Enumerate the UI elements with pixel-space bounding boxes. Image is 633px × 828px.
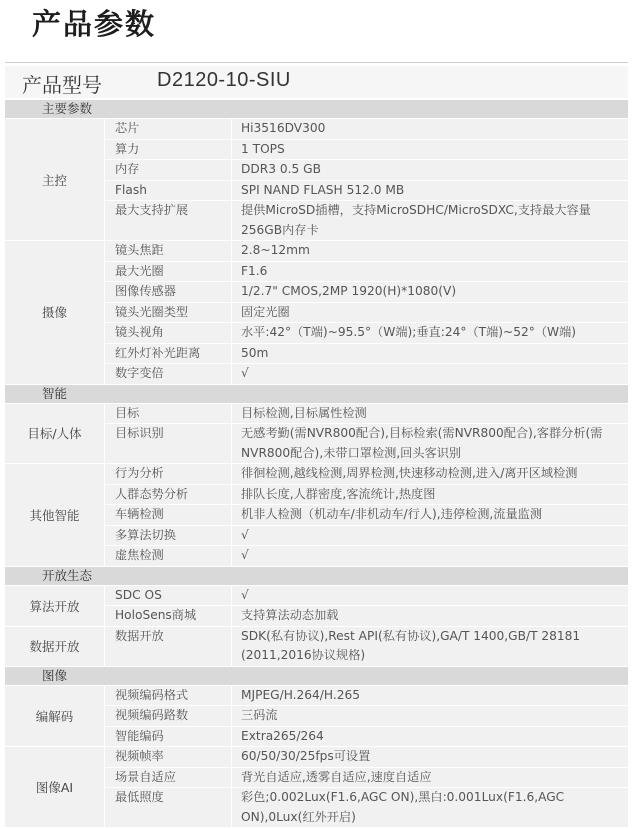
param-name: 行为分析 — [105, 464, 232, 484]
param-name: Flash — [105, 181, 232, 201]
spec-row — [105, 119, 628, 140]
spec-row — [105, 586, 628, 607]
param-name: 智能编码 — [105, 727, 232, 747]
param-name: 最低照度 — [105, 788, 232, 827]
spec-group — [5, 686, 628, 748]
param-name: SDC OS — [105, 586, 232, 606]
title-divider — [5, 62, 628, 63]
param-value: 60/50/30/25fps可设置 — [232, 747, 628, 767]
param-value: Extra265/264 — [232, 727, 628, 747]
param-value: 排队长度,人群密度,客流统计,热度图 — [232, 485, 628, 505]
spec-row — [105, 404, 628, 425]
param-value: √ — [232, 364, 628, 384]
spec-row — [105, 181, 628, 202]
spec-group — [5, 464, 628, 567]
model-row — [5, 66, 628, 98]
spec-group — [5, 119, 628, 241]
param-value: 支持算法动态加载 — [232, 606, 628, 626]
section-header: 开放生态 — [5, 567, 628, 586]
param-value: SDK(私有协议),Rest API(私有协议),GA/T 1400,GB/T 28181 (2011,2016协议规格) — [232, 627, 628, 666]
spec-row — [105, 627, 628, 666]
param-name: 多算法切换 — [105, 526, 232, 546]
param-value: 50m — [232, 344, 628, 364]
spec-row — [105, 262, 628, 283]
param-value: 徘徊检测,越线检测,周界检测,快速移动检测,进入/离开区域检测 — [232, 464, 628, 484]
group-name: 摄像 — [5, 241, 105, 384]
param-name: 最大支持扩展 — [105, 201, 232, 240]
spec-row — [105, 727, 628, 747]
param-name: 镜头光圈类型 — [105, 303, 232, 323]
spec-row — [105, 282, 628, 303]
param-name: 图像传感器 — [105, 282, 232, 302]
param-value: √ — [232, 586, 628, 606]
param-name: 人群态势分析 — [105, 485, 232, 505]
spec-row — [105, 768, 628, 789]
param-value: 三码流 — [232, 706, 628, 726]
spec-row — [105, 160, 628, 181]
spec-group — [5, 586, 628, 627]
spec-row — [105, 464, 628, 485]
section-header: 主要参数 — [5, 100, 628, 119]
param-value: √ — [232, 546, 628, 566]
spec-group — [5, 627, 628, 667]
param-value: MJPEG/H.264/H.265 — [232, 686, 628, 706]
spec-group — [5, 747, 628, 828]
spec-row — [105, 788, 628, 827]
spec-row — [105, 686, 628, 707]
param-value: 提供MicroSD插槽，支持MicroSDHC/MicroSDXC,支持最大容量256GB内存卡 — [232, 201, 628, 240]
page-title: 产品参数 — [32, 7, 157, 41]
spec-row — [105, 303, 628, 324]
group-name: 其他智能 — [5, 464, 105, 566]
param-name: 算力 — [105, 140, 232, 160]
param-name: 场景自适应 — [105, 768, 232, 788]
param-value: 固定光圈 — [232, 303, 628, 323]
param-value: 1 TOPS — [232, 140, 628, 160]
spec-row — [105, 747, 628, 768]
spec-row — [105, 424, 628, 463]
spec-row — [105, 344, 628, 365]
param-value: 背光自适应,透雾自适应,速度自适应 — [232, 768, 628, 788]
param-name: 视频编码路数 — [105, 706, 232, 726]
spec-row — [105, 364, 628, 384]
param-value: 1/2.7" CMOS,2MP 1920(H)*1080(V) — [232, 282, 628, 302]
group-name: 目标/人体 — [5, 404, 105, 464]
spec-table — [5, 100, 628, 828]
section-header: 智能 — [5, 385, 628, 404]
group-name: 图像AI — [5, 747, 105, 827]
param-name: 镜头焦距 — [105, 241, 232, 261]
spec-row — [105, 201, 628, 240]
spec-row — [105, 241, 628, 262]
spec-row — [105, 485, 628, 506]
param-name: HoloSens商城 — [105, 606, 232, 626]
param-value: 目标检测,目标属性检测 — [232, 404, 628, 424]
section-header: 图像 — [5, 667, 628, 686]
param-value: 机非人检测（机动车/非机动车/行人),违停检测,流量监测 — [232, 505, 628, 525]
param-name: 芯片 — [105, 119, 232, 139]
param-name: 数据开放 — [105, 627, 232, 666]
param-name: 内存 — [105, 160, 232, 180]
model-label: 产品型号 — [22, 73, 102, 97]
spec-row — [105, 323, 628, 344]
group-name: 编解码 — [5, 686, 105, 747]
param-name: 视频编码格式 — [105, 686, 232, 706]
spec-row — [105, 606, 628, 626]
spec-row — [105, 546, 628, 566]
spec-row — [105, 526, 628, 547]
param-name: 虚焦检测 — [105, 546, 232, 566]
param-value: 彩色;0.002Lux(F1.6,AGC ON),黑白:0.001Lux(F1.6,AGC ON),0Lux(红外开启) — [232, 788, 628, 827]
param-value: DDR3 0.5 GB — [232, 160, 628, 180]
param-value: 2.8~12mm — [232, 241, 628, 261]
param-name: 镜头视角 — [105, 323, 232, 343]
param-name: 红外灯补光距离 — [105, 344, 232, 364]
spec-row — [105, 505, 628, 526]
param-value: √ — [232, 526, 628, 546]
param-value: SPI NAND FLASH 512.0 MB — [232, 181, 628, 201]
model-value: D2120-10-SIU — [157, 69, 291, 91]
spec-group — [5, 241, 628, 385]
spec-row — [105, 140, 628, 161]
spec-group — [5, 404, 628, 465]
group-name: 算法开放 — [5, 586, 105, 626]
param-name: 车辆检测 — [105, 505, 232, 525]
spec-row — [105, 706, 628, 727]
param-name: 数字变倍 — [105, 364, 232, 384]
param-name: 视频帧率 — [105, 747, 232, 767]
param-name: 最大光圈 — [105, 262, 232, 282]
param-name: 目标 — [105, 404, 232, 424]
group-name: 数据开放 — [5, 627, 105, 666]
param-value: F1.6 — [232, 262, 628, 282]
param-name: 目标识别 — [105, 424, 232, 463]
group-name: 主控 — [5, 119, 105, 240]
param-value: 水平:42°（T端)~95.5°（W端);垂直:24°（T端)~52°（W端) — [232, 323, 628, 343]
param-value: Hi3516DV300 — [232, 119, 628, 139]
param-value: 无感考勤(需NVR800配合),目标检索(需NVR800配合),客群分析(需NVR800配合),未带口罩检测,回头客识别 — [232, 424, 628, 463]
